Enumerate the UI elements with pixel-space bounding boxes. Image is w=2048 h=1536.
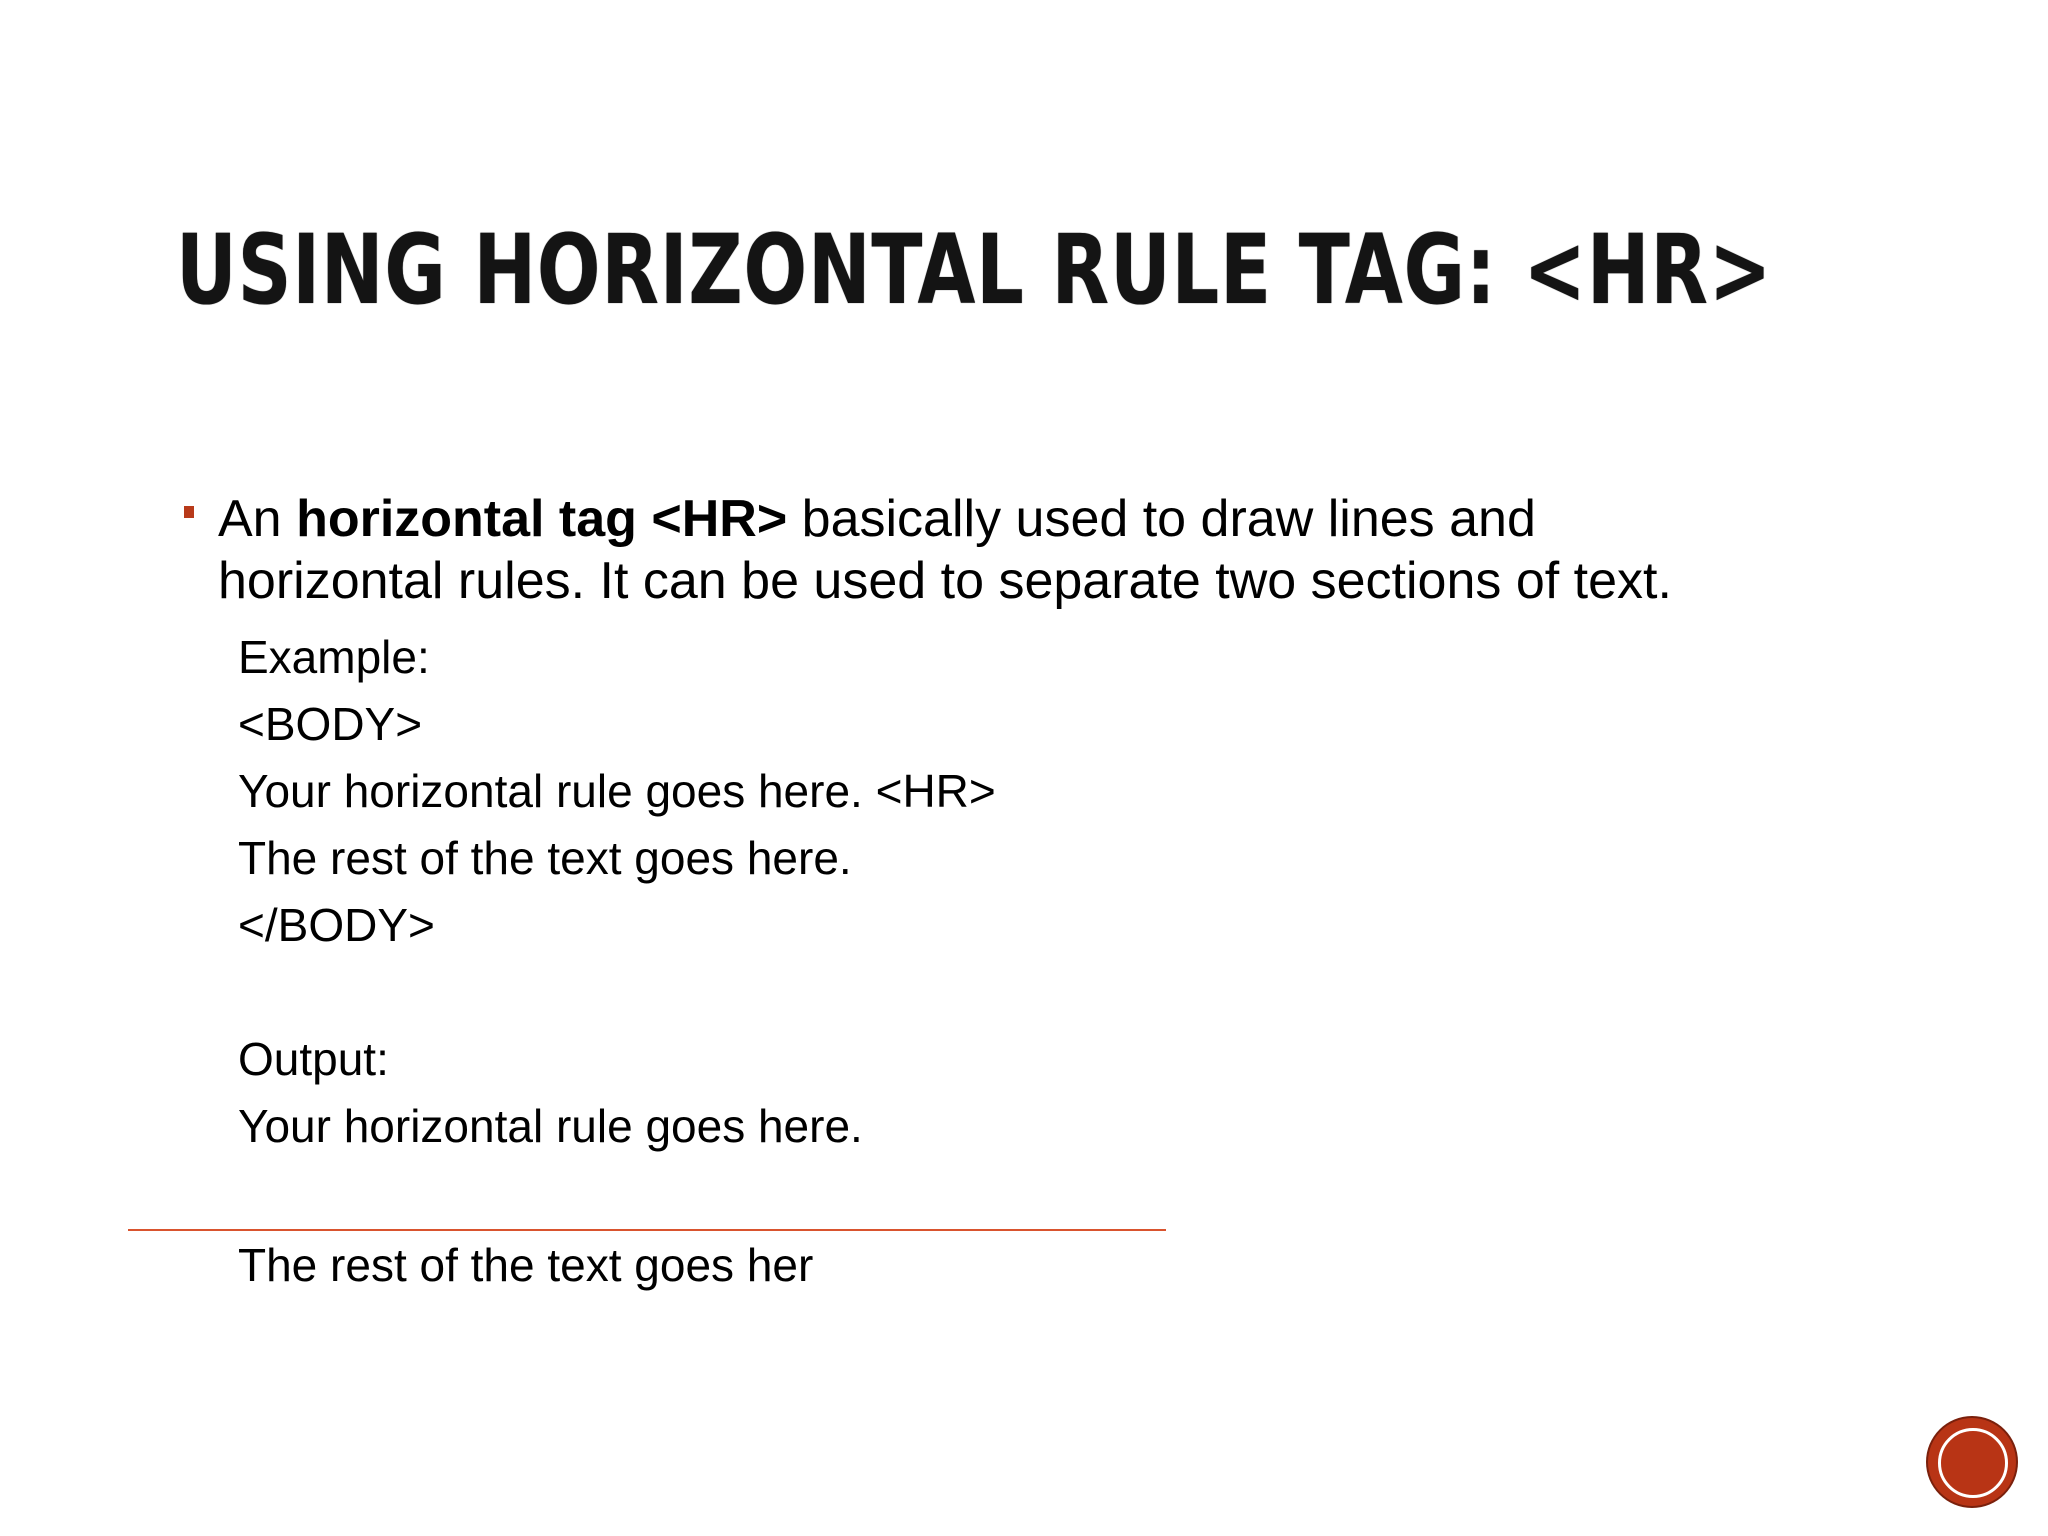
output-before-rule: Your horizontal rule goes here. bbox=[238, 1100, 863, 1152]
nav-circle-inner bbox=[1938, 1428, 2008, 1498]
example-label: Example: bbox=[238, 631, 430, 683]
bullet-bold-term: horizontal tag <HR> bbox=[296, 490, 788, 548]
horizontal-rule bbox=[128, 1229, 1166, 1231]
blank-line bbox=[238, 959, 996, 1026]
bullet-rest-line1: basically used to draw lines and bbox=[787, 490, 1536, 548]
bullet-text bbox=[218, 488, 1896, 612]
code-line: </BODY> bbox=[238, 899, 435, 951]
bullet-prefix: An bbox=[218, 490, 297, 548]
bullet-marker-icon bbox=[184, 506, 194, 518]
code-line: The rest of the text goes here. bbox=[238, 832, 852, 884]
nav-circle-icon[interactable] bbox=[1928, 1418, 2016, 1506]
output-label: Output: bbox=[238, 1033, 389, 1085]
example-block bbox=[238, 624, 996, 1160]
output-after-rule: The rest of the text goes her bbox=[238, 1239, 814, 1291]
code-line: <BODY> bbox=[238, 698, 423, 750]
bullet-item bbox=[176, 488, 1896, 612]
bullet-line2: horizontal rules. It can be used to separate two sections of text. bbox=[218, 552, 1672, 610]
code-line: Your horizontal rule goes here. <HR> bbox=[238, 765, 996, 817]
slide-title: USING HORIZONTAL RULE TAG: <HR> bbox=[176, 214, 1773, 326]
